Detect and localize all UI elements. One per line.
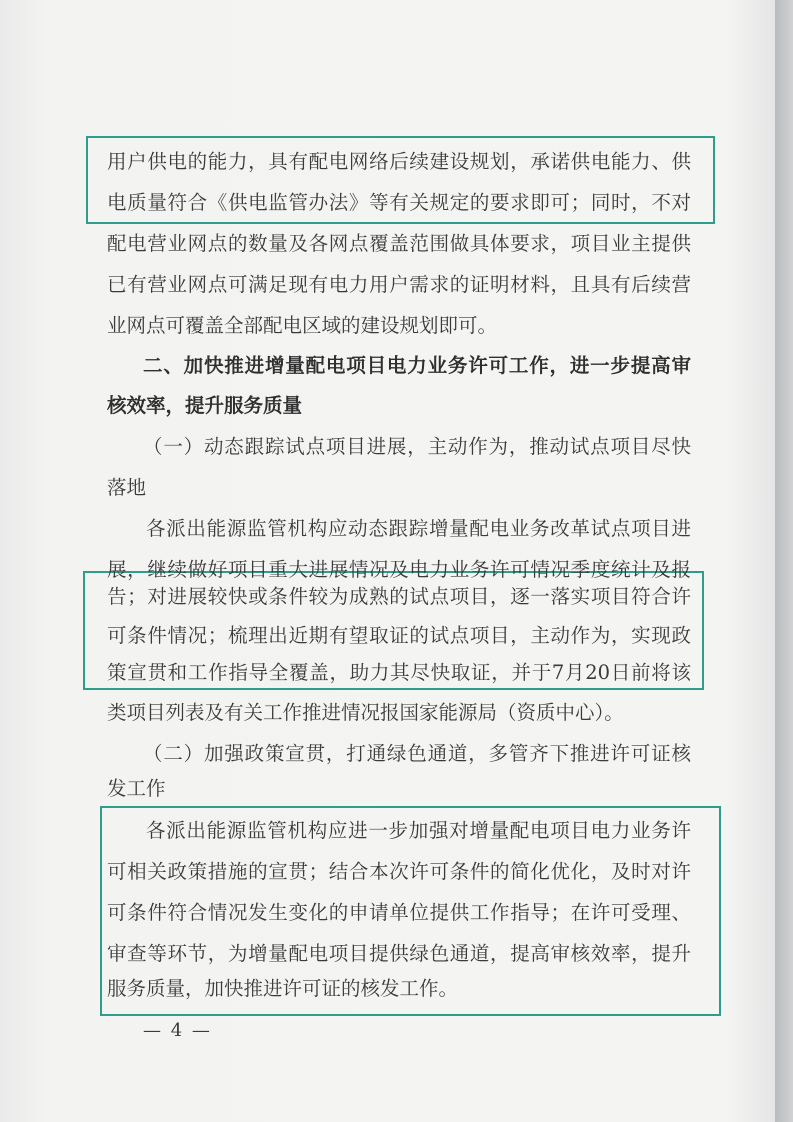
body-line-4: 已有营业网点可满足现有电力用户需求的证明材料，且具有后续营 — [107, 273, 691, 296]
body-line-14: 可条件符合情况发生变化的申请单位提供工作指导；在许可受理、 — [107, 901, 691, 924]
body-line-7: 展，继续做好项目重大进展情况及电力业务许可情况季度统计及报 — [107, 558, 691, 581]
body-line-11: 类项目列表及有关工作推进情况报国家能源局（资质中心）。 — [107, 701, 624, 724]
subheading-2-line-2: 发工作 — [107, 777, 166, 800]
page-edge — [775, 0, 793, 1122]
body-line-13: 可相关政策措施的宣贯；结合本次许可条件的简化优化，及时对许 — [107, 860, 691, 883]
body-line-9: 可条件情况；梳理出近期有望取证的试点项目，主动作为，实现政 — [107, 624, 691, 647]
subheading-2-line-1: （二）加强政策宣贯，打通绿色通道，多管齐下推进许可证核 — [143, 742, 691, 765]
section-heading-line-2: 核效率，提升服务质量 — [107, 394, 303, 417]
body-line-5: 业网点可覆盖全部配电区域的建设规划即可。 — [107, 314, 498, 337]
section-heading-line-1: 二、加快推进增量配电项目电力业务许可工作，进一步提高审 — [143, 354, 691, 377]
body-line-15: 审查等环节，为增量配电项目提供绿色通道，提高审核效率，提升 — [107, 942, 691, 965]
body-line-3: 配电营业网点的数量及各网点覆盖范围做具体要求，项目业主提供 — [107, 232, 691, 255]
subheading-1-line-1: （一）动态跟踪试点项目进展，主动作为，推动试点项目尽快 — [143, 435, 691, 458]
body-line-2: 电质量符合《供电监管办法》等有关规定的要求即可；同时，不对 — [107, 191, 691, 214]
body-line-10: 策宣贯和工作指导全覆盖，助力其尽快取证，并于7月20日前将该 — [107, 661, 691, 684]
body-line-1: 用户供电的能力，具有配电网络后续建设规划，承诺供电能力、供 — [107, 150, 691, 173]
body-line-12: 各派出能源监管机构应进一步加强对增量配电项目电力业务许 — [146, 819, 691, 842]
body-line-16: 服务质量，加快推进许可证的核发工作。 — [107, 977, 459, 1000]
body-line-8: 告；对进展较快或条件较为成熟的试点项目，逐一落实项目符合许 — [107, 585, 691, 608]
subheading-1-line-2: 落地 — [107, 476, 147, 499]
page-number: — 4 — — [143, 1020, 212, 1041]
body-line-6: 各派出能源监管机构应动态跟踪增量配电业务改革试点项目进 — [146, 517, 691, 540]
